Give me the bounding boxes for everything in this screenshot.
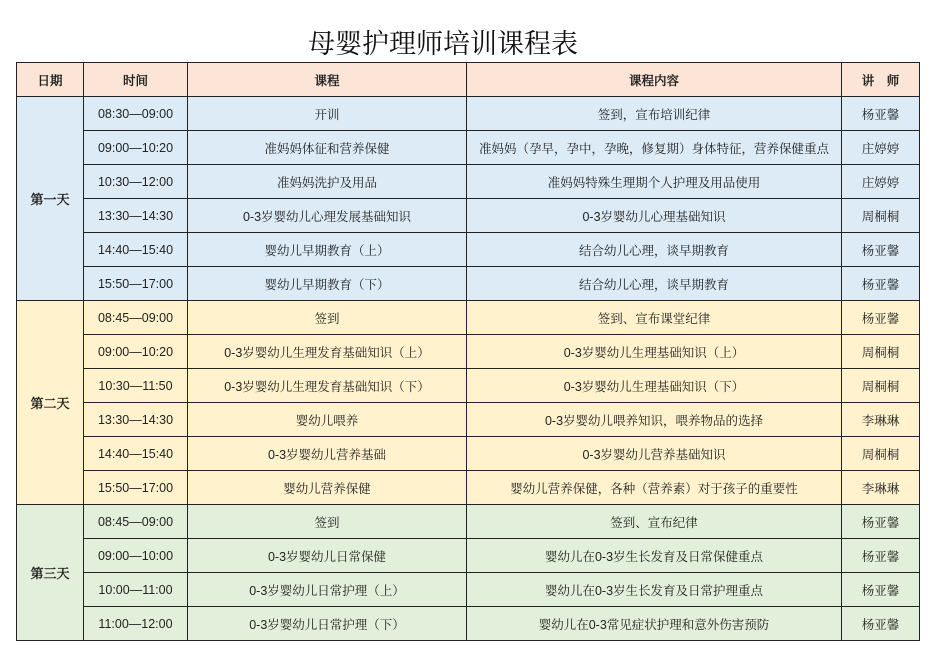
cell-course: 婴幼儿早期教育（下）	[188, 267, 467, 301]
cell-content: 准妈妈特殊生理期个人护理及用品使用	[467, 165, 842, 199]
cell-teacher: 杨亚馨	[842, 505, 920, 539]
cell-content: 签到，宣布培训纪律	[467, 97, 842, 131]
table-row	[17, 437, 920, 471]
cell-teacher: 李琳琳	[842, 403, 920, 437]
cell-course: 0-3岁婴幼儿日常保健	[188, 539, 467, 573]
cell-course: 0-3岁婴幼儿营养基础	[188, 437, 467, 471]
table-row	[17, 301, 920, 335]
cell-time: 10:00—11:00	[84, 573, 188, 607]
cell-course: 0-3岁婴幼儿生理发育基础知识（上）	[188, 335, 467, 369]
cell-content: 0-3岁婴幼儿生理基础知识（上）	[467, 335, 842, 369]
cell-teacher: 杨亚馨	[842, 607, 920, 641]
cell-content: 签到、宣布纪律	[467, 505, 842, 539]
cell-time: 13:30—14:30	[84, 403, 188, 437]
cell-time: 10:30—11:50	[84, 369, 188, 403]
table-row	[17, 233, 920, 267]
cell-course: 签到	[188, 301, 467, 335]
cell-teacher: 庄婷婷	[842, 131, 920, 165]
cell-content: 0-3岁婴幼儿生理基础知识（下）	[467, 369, 842, 403]
table-row	[17, 199, 920, 233]
cell-content: 婴幼儿在0-3岁生长发育及日常保健重点	[467, 539, 842, 573]
cell-content: 0-3岁婴幼儿喂养知识，喂养物品的选择	[467, 403, 842, 437]
cell-time: 08:30—09:00	[84, 97, 188, 131]
cell-course: 签到	[188, 505, 467, 539]
cell-time: 14:40—15:40	[84, 437, 188, 471]
cell-course: 婴幼儿营养保健	[188, 471, 467, 505]
cell-teacher: 周桐桐	[842, 369, 920, 403]
cell-content: 0-3岁婴幼儿心理基础知识	[467, 199, 842, 233]
cell-time: 11:00—12:00	[84, 607, 188, 641]
cell-teacher: 周桐桐	[842, 437, 920, 471]
cell-course: 0-3岁婴幼儿心理发展基础知识	[188, 199, 467, 233]
cell-content: 0-3岁婴幼儿营养基础知识	[467, 437, 842, 471]
header-row	[17, 63, 920, 97]
day-label: 第二天	[17, 301, 84, 505]
header-teacher: 讲 师	[842, 63, 920, 97]
table-row	[17, 97, 920, 131]
cell-time: 15:50—17:00	[84, 471, 188, 505]
cell-content: 婴幼儿营养保健，各种（营养素）对于孩子的重要性	[467, 471, 842, 505]
table-row	[17, 165, 920, 199]
cell-content: 结合幼儿心理，谈早期教育	[467, 267, 842, 301]
table-row	[17, 131, 920, 165]
cell-teacher: 庄婷婷	[842, 165, 920, 199]
cell-content: 婴幼儿在0-3岁生长发育及日常护理重点	[467, 573, 842, 607]
cell-time: 13:30—14:30	[84, 199, 188, 233]
cell-time: 09:00—10:00	[84, 539, 188, 573]
table-row	[17, 403, 920, 437]
cell-teacher: 周桐桐	[842, 335, 920, 369]
cell-time: 14:40—15:40	[84, 233, 188, 267]
table-row	[17, 369, 920, 403]
table-row	[17, 539, 920, 573]
table-row	[17, 573, 920, 607]
cell-content: 结合幼儿心理，谈早期教育	[467, 233, 842, 267]
day-label: 第三天	[17, 505, 84, 641]
cell-content: 签到、宣布课堂纪律	[467, 301, 842, 335]
cell-teacher: 杨亚馨	[842, 573, 920, 607]
cell-time: 09:00—10:20	[84, 335, 188, 369]
cell-time: 08:45—09:00	[84, 505, 188, 539]
cell-course: 0-3岁婴幼儿日常护理（下）	[188, 607, 467, 641]
cell-course: 0-3岁婴幼儿生理发育基础知识（下）	[188, 369, 467, 403]
cell-teacher: 杨亚馨	[842, 267, 920, 301]
cell-time: 09:00—10:20	[84, 131, 188, 165]
cell-teacher: 李琳琳	[842, 471, 920, 505]
header-course: 课程	[188, 63, 467, 97]
header-date: 日期	[17, 63, 84, 97]
page-title: 母婴护理师培训课程表	[308, 29, 578, 59]
cell-time: 15:50—17:00	[84, 267, 188, 301]
schedule-table	[16, 62, 920, 641]
cell-course: 准妈妈洗护及用品	[188, 165, 467, 199]
table-row	[17, 471, 920, 505]
cell-course: 0-3岁婴幼儿日常护理（上）	[188, 573, 467, 607]
cell-teacher: 杨亚馨	[842, 97, 920, 131]
cell-teacher: 杨亚馨	[842, 539, 920, 573]
cell-time: 08:45—09:00	[84, 301, 188, 335]
cell-course: 婴幼儿喂养	[188, 403, 467, 437]
cell-content: 婴幼儿在0-3常见症状护理和意外伤害预防	[467, 607, 842, 641]
cell-content: 准妈妈（孕早，孕中，孕晚，修复期）身体特征，营养保健重点	[467, 131, 842, 165]
cell-teacher: 周桐桐	[842, 199, 920, 233]
table-row	[17, 335, 920, 369]
header-time: 时间	[84, 63, 188, 97]
cell-time: 10:30—12:00	[84, 165, 188, 199]
table-row	[17, 505, 920, 539]
cell-course: 准妈妈体征和营养保健	[188, 131, 467, 165]
cell-teacher: 杨亚馨	[842, 301, 920, 335]
header-content: 课程内容	[467, 63, 842, 97]
cell-teacher: 杨亚馨	[842, 233, 920, 267]
cell-course: 婴幼儿早期教育（上）	[188, 233, 467, 267]
day-label: 第一天	[17, 97, 84, 301]
cell-course: 开训	[188, 97, 467, 131]
table-row	[17, 267, 920, 301]
table-row	[17, 607, 920, 641]
